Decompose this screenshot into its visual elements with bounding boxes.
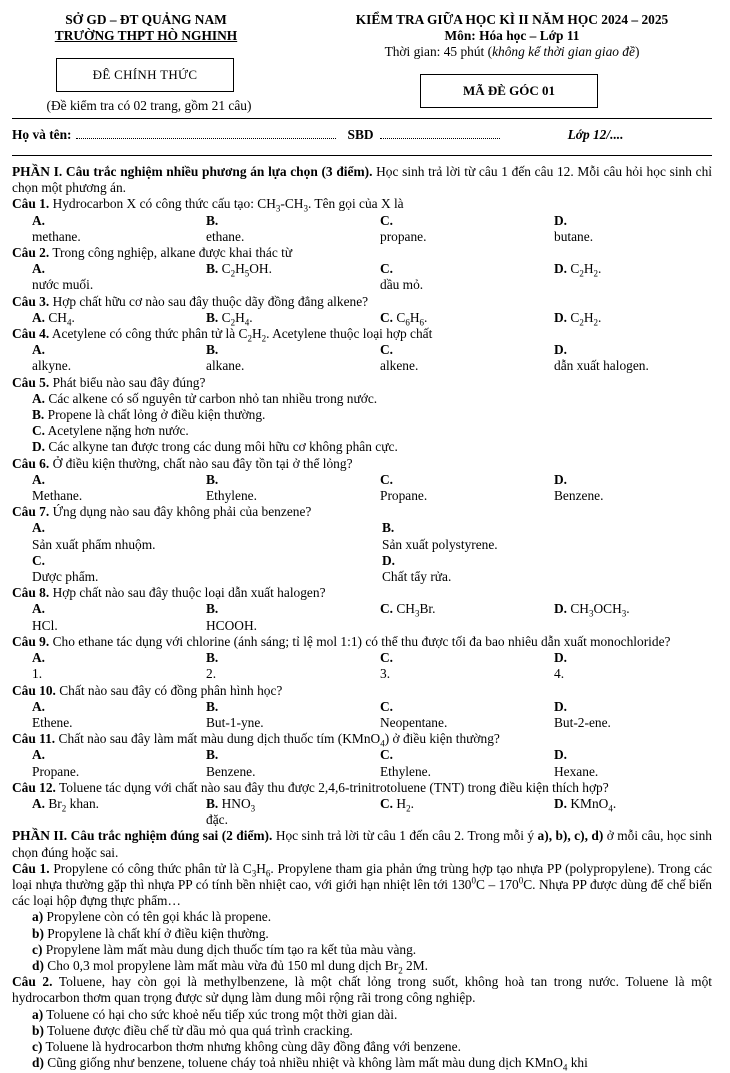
option-b[interactable]: B. Ethylene. — [206, 471, 257, 504]
question-8: Câu 8. Hợp chất nào sau đây thuộc loại dẫn xuất halogen? — [12, 585, 326, 601]
option-c[interactable]: C. Ethylene. — [380, 747, 431, 779]
option-d[interactable]: D. butane. — [554, 212, 594, 244]
part1-heading: PHẦN I. Câu trắc nghiệm nhiều phương án lựa chọn (3 điểm). Học sinh trả lời từ câu 1 đến câu 12. Mỗi câu hỏi học sinh chỉ chọn một phương án. — [12, 164, 712, 196]
option-a[interactable]: A. Ethene. — [32, 698, 73, 730]
option-c[interactable]: C. propane. — [380, 212, 427, 244]
option-b[interactable]: B. Sản xuất polystyrene. — [382, 520, 498, 552]
name-field[interactable] — [76, 128, 336, 139]
option-b[interactable]: B. $C_2H_5OH$. — [206, 261, 272, 279]
option-d[interactable]: D. Chất tẩy rửa. — [382, 552, 452, 585]
option-a[interactable]: A. Các alkene có số nguyên tử carbon nhỏ tan nhiều trong nước. — [32, 390, 378, 406]
class-label: Lớp 12/.... — [567, 127, 624, 142]
option-b[interactable]: B. Propene là chất lỏng ở điều kiện thường. — [32, 407, 266, 423]
school-name: TRƯỜNG THPT HÒ NGHINH — [54, 28, 238, 44]
option-b[interactable]: B. But-1-yne. — [206, 698, 264, 730]
info-divider — [12, 155, 712, 156]
option-b[interactable]: B. ethane. — [206, 212, 245, 244]
question-8-options — [12, 601, 712, 633]
statement-a[interactable]: a) Propylene còn có tên gọi khác là propene. — [32, 909, 272, 925]
option-b[interactable]: B. $C_2H_4$. — [206, 309, 253, 328]
option-a[interactable]: A. 1. — [32, 650, 46, 682]
option-a[interactable]: A. Methane. — [32, 471, 83, 504]
exam-time: Thời gian: 45 phút (không kể thời gian giao đề) — [384, 44, 640, 60]
option-d[interactable]: D. But-2-ene. — [554, 698, 611, 730]
option-a[interactable]: A. $Br_2$ khan. — [32, 795, 100, 814]
question-1-options — [12, 213, 712, 245]
option-d[interactable]: D. Benzene. — [554, 471, 604, 504]
part2-question-1: Câu 1. Propylene có công thức phân tử là $C_3H_6$. Propylene tham gia phản ứng trùng hợp tạo nhựa PP (polypropylene). Trong các loại nhựa thường gặp thì nhựa PP có tính bền nhiệt cao, với giới hạn nhiệt lên tới $130^0C - 170^0C$. Nhựa PP được dùng để chế biến các loại hộp đựng thực phẩm… — [12, 860, 713, 909]
option-a[interactable]: A. nước muối. — [32, 261, 94, 293]
option-b[interactable]: B. HCOOH. — [206, 601, 257, 633]
statement-b[interactable]: b) Propylene là chất khí ở điều kiện thường. — [32, 925, 269, 941]
department-name: SỞ GD – ĐT QUẢNG NAM — [65, 12, 227, 27]
question-12-options — [12, 796, 712, 828]
option-b[interactable]: B. alkane. — [206, 342, 245, 374]
option-c[interactable]: C. 3. — [380, 650, 394, 682]
question-1: Câu 1. Hydrocarbon X có công thức cấu tạo: $CH_3-CH_3$. Tên gọi của X là — [12, 196, 404, 215]
question-7-options-row2 — [12, 553, 712, 585]
question-2-options — [12, 261, 712, 293]
option-c[interactable]: C. alkene. — [380, 342, 419, 374]
question-3-options — [12, 310, 712, 326]
question-10: Câu 10. Chất nào sau đây có đồng phân hình học? — [12, 682, 283, 698]
option-c[interactable]: C. $C_6H_6$. — [380, 309, 428, 328]
option-a[interactable]: A. alkyne. — [32, 342, 72, 374]
question-9: Câu 9. Cho ethane tác dụng với chlorine (ánh sáng; tỉ lệ mol 1:1) có thể thu được tối đa bao nhiêu dẫn xuất monochloride? — [12, 633, 671, 649]
question-10-options — [12, 699, 712, 731]
name-label: Họ và tên: — [12, 127, 72, 142]
question-2: Câu 2. Trong công nghiệp, alkane được khai thác từ — [12, 245, 293, 261]
statement-d[interactable]: d) Cũng giống như benzene, toluene cháy toả nhiều nhiệt và không làm mất màu dung dịch KMnO$_4$ khi — [32, 1055, 588, 1073]
option-b[interactable]: B. $HNO_3đặc$. — [206, 795, 256, 828]
statement-c[interactable]: c) Propylene làm mất màu dung dịch thuốc tím tạo ra kết tủa màu vàng. — [32, 941, 417, 957]
part2-question-2: Câu 2. Toluene, hay còn gọi là methylbenzene, là một chất lỏng trong suốt, không hoà tan trong nước. Toluene là một hydrocarbon thơm quan trọng được sử dụng làm dung môi rộng rãi trong công nghiệp. — [12, 974, 712, 1006]
option-d[interactable]: D. dẫn xuất halogen. — [554, 342, 649, 374]
option-d[interactable]: D. Hexane. — [554, 747, 599, 779]
question-4-options — [12, 342, 712, 374]
exam-subject: Môn: Hóa học – Lớp 11 — [444, 28, 580, 44]
option-d[interactable]: D. KMnO$_4$. — [554, 795, 617, 814]
option-a[interactable]: A. Sản xuất phẩm nhuộm. — [32, 520, 156, 552]
exam-title: KIỂM TRA GIỮA HỌC KÌ II NĂM HỌC 2024 – 2025 — [355, 12, 669, 27]
option-c[interactable]: C. dầu mỏ. — [380, 261, 424, 293]
school-block — [12, 12, 280, 44]
question-6: Câu 6. Ở điều kiện thường, chất nào sau đây tồn tại ở thể lỏng? — [12, 455, 353, 471]
question-5: Câu 5. Phát biểu nào sau đây đúng? — [12, 374, 206, 390]
exam-page — [12, 12, 712, 1071]
option-a[interactable]: A. $CH_4$. — [32, 309, 75, 328]
option-d[interactable]: D. Các alkyne tan được trong các dung môi hữu cơ không phân cực. — [32, 439, 398, 455]
question-6-options — [12, 472, 712, 504]
sbd-field[interactable] — [380, 128, 500, 139]
option-c[interactable]: C. Neopentane. — [380, 698, 448, 730]
pages-note: (Đề kiểm tra có 02 trang, gồm 21 câu) — [46, 98, 252, 113]
question-7-options-row1 — [12, 520, 712, 552]
option-d[interactable]: D. $CH_3OCH_3$. — [554, 601, 630, 620]
statement-d[interactable]: d) Cho 0,3 mol propylene làm mất màu vừa đủ 150 ml dung dịch $Br_2$ 2M. — [32, 957, 428, 976]
exam-header — [12, 12, 712, 118]
option-a[interactable]: A. HCl. — [32, 601, 58, 633]
option-d[interactable]: D. $C_2H_2$. — [554, 261, 602, 279]
option-d[interactable]: D. 4. — [554, 650, 568, 682]
question-7: Câu 7. Ứng dụng nào sau đây không phải của benzene? — [12, 504, 312, 520]
option-c[interactable]: C. Dược phẩm. — [32, 552, 99, 585]
option-a[interactable]: A. methane. — [32, 212, 81, 244]
option-d[interactable]: D. $C_2H_2$. — [554, 309, 602, 328]
student-info-line — [12, 127, 712, 147]
option-b[interactable]: B. Benzene. — [206, 747, 256, 779]
header-divider — [12, 118, 712, 119]
question-12: Câu 12. Toluene tác dụng với chất nào sau đây thu được 2,4,6-trinitrotoluene (TNT) trong điều kiện thích hợp? — [12, 779, 609, 795]
option-c[interactable]: C. Propane. — [380, 471, 428, 504]
option-c[interactable]: C. $H_2$. — [380, 795, 414, 814]
statement-a[interactable]: a) Toluene có hại cho sức khoẻ nếu tiếp xúc trong một thời gian dài. — [32, 1006, 398, 1022]
official-exam-box: ĐÊ CHÍNH THỨC — [56, 58, 234, 92]
question-4: Câu 4. Acetylene có công thức phân tử là $C_2H_2$. Acetylene thuộc loại hợp chất — [12, 326, 433, 344]
option-c[interactable]: C. $CH_3Br$. — [380, 601, 436, 620]
question-9-options — [12, 650, 712, 682]
question-11: Câu 11. Chất nào sau đây làm mất màu dung dịch thuốc tím (KMnO$_4$) ở điều kiện thường? — [12, 731, 500, 749]
option-b[interactable]: B. 2. — [206, 650, 219, 682]
exam-info-block — [312, 12, 712, 61]
statement-b[interactable]: b) Toluene được điều chế từ dầu mỏ qua quá trình cracking. — [32, 1022, 353, 1038]
question-3: Câu 3. Hợp chất hữu cơ nào sau đây thuộc dãy đồng đẳng alkene? — [12, 293, 369, 309]
option-a[interactable]: A. Propane. — [32, 747, 80, 779]
statement-c[interactable]: c) Toluene là hydrocarbon thơm nhưng không cùng dãy đồng đẳng với benzene. — [32, 1038, 461, 1054]
sbd-label: SBD — [347, 127, 374, 142]
part2-heading: PHẦN II. Câu trắc nghiệm đúng sai (2 điểm). Học sinh trả lời từ câu 1 đến câu 2. Trong mỗi ý a), b), c), d) ở mỗi câu, học sinh chọn đúng hoặc sai. — [12, 828, 712, 860]
question-11-options — [12, 747, 712, 779]
option-c[interactable]: C. Acetylene nặng hơn nước. — [32, 423, 189, 439]
exam-code-box: MÃ ĐÈ GÓC 01 — [420, 74, 598, 108]
